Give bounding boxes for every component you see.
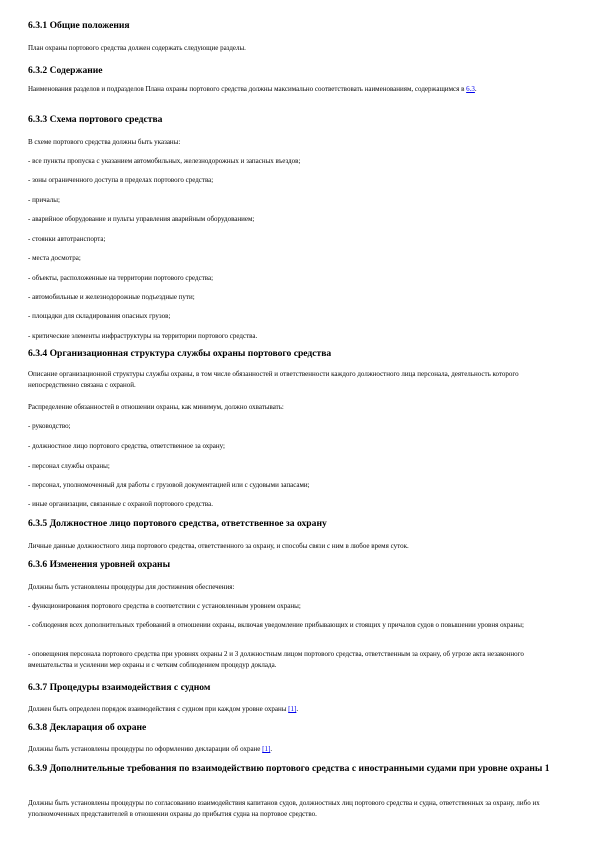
list-item: - места досмотра; xyxy=(28,254,81,262)
section-heading-6-3-1: 6.3.1 Общие положения xyxy=(28,20,130,31)
list-item: - персонал службы охраны; xyxy=(28,462,110,470)
section-heading-6-3-2: 6.3.2 Содержание xyxy=(28,65,103,76)
list-item: - причалы; xyxy=(28,196,60,204)
list-item: - площадки для складирования опасных грузов; xyxy=(28,312,171,320)
section-heading-6-3-5: 6.3.5 Должностное лицо портового средства, ответственное за охрану xyxy=(28,518,327,529)
list-item: - функционирования портового средства в соответствии с установленным уровнем охраны; xyxy=(28,602,301,610)
list-item: - зоны ограниченного доступа в пределах портового средства; xyxy=(28,176,214,184)
list-item: - иные организации, связанные с охраной портового средства. xyxy=(28,500,213,508)
paragraph: Распределение обязанностей в отношении охраны, как минимум, должно охватывать: xyxy=(28,403,284,411)
section-heading-6-3-9: 6.3.9 Дополнительные требования по взаимодействию портового средства с иностранными судами при уровне охраны 1 xyxy=(28,763,550,774)
list-item: В схеме портового средства должны быть указаны: xyxy=(28,138,181,146)
reference-link[interactable]: [1] xyxy=(288,705,297,713)
list-item: - руководство; xyxy=(28,422,71,430)
list-item: - стоянки автотранспорта; xyxy=(28,235,106,243)
paragraph: Должны быть установлены процедуры по согласованию взаимодействия капитанов судов, должностных лиц портового средства и судна, ответственных за охрану, либо их уполномоченных представителей в отношении охраны до прибытия судна на портовое средство. xyxy=(28,799,540,818)
list-item: - объекты, расположенные на территории портового средства; xyxy=(28,274,214,282)
paragraph: Описание организационной структуры службы охраны, в том числе обязанностей и ответственности каждого должностного лица персонала, деятельность которого непосредственно связана с охраной. xyxy=(28,370,519,389)
list-item: - аварийное оборудование и пульты управления аварийным оборудованием; xyxy=(28,215,255,223)
paragraph: Личные данные должностного лица портового средства, ответственного за охрану, и способы связи с ним в любое время суток. xyxy=(28,542,409,550)
section-heading-6-3-4: 6.3.4 Организационная структура службы охраны портового средства xyxy=(28,348,332,359)
paragraph-tail: . xyxy=(474,85,477,93)
list-item: - соблюдения всех дополнительных требований в отношении охраны, включая уведомление прибывающих и стоящих у причалов судов о повышении уровня охраны; xyxy=(28,621,524,629)
paragraph-text: Должен быть определен порядок взаимодействия с судном при каждом уровне охраны xyxy=(28,705,287,713)
paragraph-text: Должны быть установлены процедуры по оформлению декларации об охране xyxy=(28,745,261,753)
paragraph: План охраны портового средства должен содержать следующие разделы. xyxy=(28,44,246,52)
list-item: - оповещения персонала портового средства при уровнях охраны 2 и 3 должностным лицом портового средства, ответственным за охрану, об угрозе акта незаконного вмешательства и усилении мер охраны и с четким соблюдением процедур доклада. xyxy=(28,650,524,669)
list-item: - критические элементы инфраструктуры на территории портового средства. xyxy=(28,332,258,340)
reference-link[interactable]: [1] xyxy=(262,745,271,753)
list-item: - автомобильные и железнодорожные подъездные пути; xyxy=(28,293,195,301)
paragraph xyxy=(28,704,566,715)
list-item: - должностное лицо портового средства, ответственное за охрану; xyxy=(28,442,225,450)
paragraph xyxy=(28,744,566,755)
paragraph xyxy=(28,84,566,95)
list-item: - все пункты пропуска с указанием автомобильных, железнодорожных и запасных въездов; xyxy=(28,157,301,165)
paragraph-tail: . xyxy=(296,705,299,713)
section-heading-6-3-3: 6.3.3 Схема портового средства xyxy=(28,114,163,125)
paragraph-text: Наименования разделов и подразделов Плана охраны портового средства должны максимально соответствовать наименованиям, содержащимся в xyxy=(28,85,465,93)
section-heading-6-3-7: 6.3.7 Процедуры взаимодействия с судном xyxy=(28,682,211,693)
paragraph: Должны быть установлены процедуры для достижения обеспечения: xyxy=(28,583,235,591)
list-item: - персонал, уполномоченный для работы с грузовой документацией или с судовыми запасами; xyxy=(28,481,310,489)
section-heading-6-3-8: 6.3.8 Декларация об охране xyxy=(28,722,147,733)
section-heading-6-3-6: 6.3.6 Изменения уровней охраны xyxy=(28,559,171,570)
reference-link[interactable]: 6.3 xyxy=(466,85,475,93)
paragraph-tail: . xyxy=(270,745,273,753)
